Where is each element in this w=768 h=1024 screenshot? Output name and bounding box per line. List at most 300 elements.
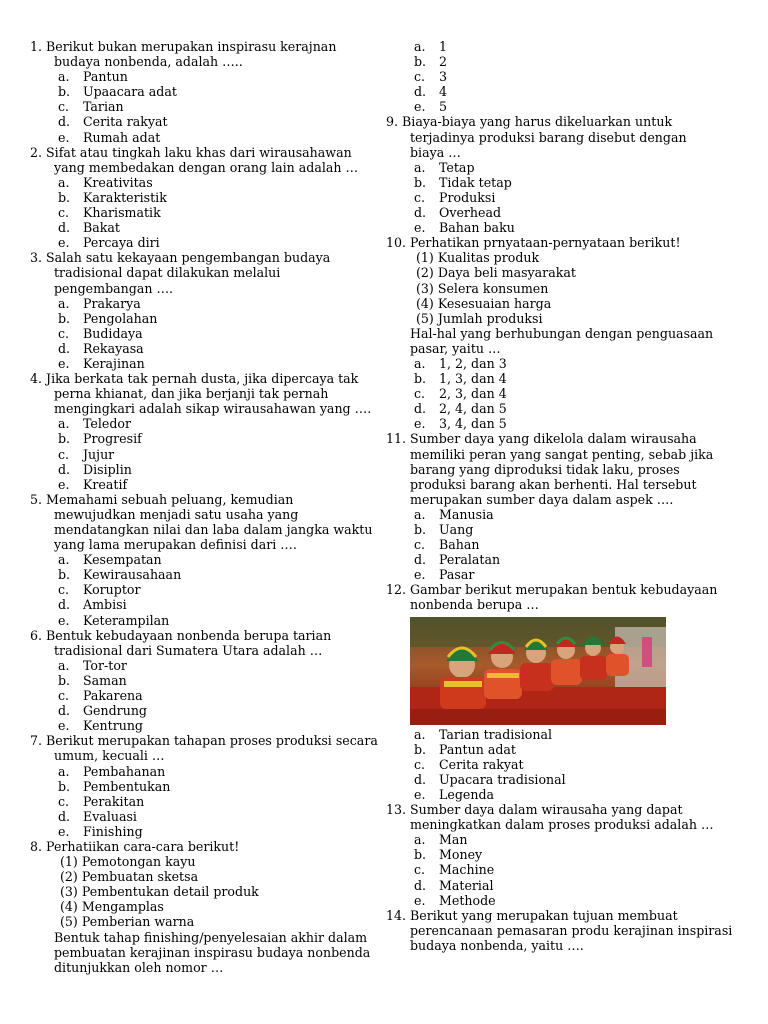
answer-option[interactable] [30, 341, 370, 356]
answer-option[interactable] [386, 893, 736, 908]
question-text: Bentuk tahap finishing/penyelesaian akhir dalam [54, 929, 368, 945]
option-text: Kerajinan [83, 355, 145, 371]
option-letter: a. [414, 726, 426, 742]
option-text: Gendrung [83, 703, 147, 719]
option-text: Cerita rakyat [439, 756, 524, 772]
question-text [386, 431, 736, 446]
answer-option[interactable] [30, 462, 370, 477]
option-letter: e. [58, 823, 70, 839]
option-letter: b. [58, 84, 71, 100]
question-text [386, 130, 736, 145]
option-text: Tetap [439, 159, 475, 175]
question-block [386, 114, 736, 235]
question-number: 9. [386, 114, 399, 130]
question-text [30, 145, 370, 160]
option-text: Kharismatik [83, 205, 161, 221]
option-letter: a. [58, 416, 70, 432]
option-text: 1, 3, dan 4 [439, 371, 507, 387]
option-letter: e. [414, 99, 426, 115]
question-text [30, 371, 370, 386]
answer-option[interactable] [386, 742, 736, 757]
question-number: 10. [386, 235, 407, 251]
answer-option[interactable] [386, 727, 736, 742]
question-text [386, 938, 736, 953]
answer-option[interactable] [386, 175, 736, 190]
option-text: Progresif [83, 431, 142, 447]
traditional-dance-photo [410, 617, 666, 725]
question-text [386, 145, 736, 160]
answer-option[interactable] [386, 371, 736, 386]
answer-option[interactable] [30, 220, 370, 235]
answer-option[interactable] [386, 190, 736, 205]
answer-option[interactable] [30, 764, 370, 779]
option-letter: c. [414, 862, 426, 878]
option-text: Upacara tradisional [439, 771, 566, 787]
option-text: Pembahanan [83, 763, 166, 779]
question-line: mengingkari adalah sikap wirausahawan yang …. [54, 401, 372, 417]
statement-item: (4) Mengamplas [60, 899, 164, 915]
question-line: biaya … [410, 144, 461, 160]
question-text [386, 492, 736, 507]
option-text: Disiplin [83, 461, 132, 477]
question-line: budaya nonbenda, yaitu …. [410, 937, 584, 953]
question-block [30, 733, 378, 839]
answer-option[interactable] [30, 69, 370, 84]
option-text: Evaluasi [83, 808, 137, 824]
question-text [30, 628, 370, 643]
option-letter: b. [58, 567, 71, 583]
option-text: Machine [439, 862, 495, 878]
option-text: 4 [439, 84, 448, 100]
answer-option[interactable] [30, 567, 370, 582]
question-number: 7. [30, 733, 43, 749]
answer-option[interactable] [386, 552, 736, 567]
question-line: Berikut yang merupakan tujuan membuat [410, 907, 678, 923]
option-letter: e. [414, 892, 426, 908]
question-number: 12. [386, 582, 407, 598]
question-line: Salah satu kekayaan pengembangan budaya [46, 250, 331, 266]
statement-list [30, 854, 370, 929]
option-letter: c. [58, 446, 70, 462]
question-line: yang lama merupakan definisi dari …. [54, 537, 297, 553]
statement-item: (4) Kesesuaian harga [416, 295, 552, 311]
question-text [386, 923, 736, 938]
option-text: 3, 4, dan 5 [439, 416, 507, 432]
answer-option[interactable] [30, 582, 370, 597]
question-line: pengembangan …. [54, 280, 174, 296]
answer-option[interactable] [30, 824, 370, 839]
option-letter: e. [58, 235, 70, 251]
question-line: terjadinya produksi barang disebut dengan [410, 129, 687, 145]
option-letter: d. [58, 340, 71, 356]
question-line: mewujudkan menjadi satu usaha yang [54, 506, 299, 522]
option-letter: b. [58, 672, 71, 688]
option-letter: a. [58, 552, 70, 568]
option-text: Peralatan [439, 552, 501, 568]
option-letter: c. [414, 189, 426, 205]
option-letter: b. [414, 371, 427, 387]
left-column [30, 39, 378, 975]
question-number: 14. [386, 907, 407, 923]
option-text: Material [439, 877, 494, 893]
question-line: Perhatiikan cara-cara berikut! [46, 838, 240, 854]
option-text: Rumah adat [83, 129, 161, 145]
option-text: Jujur [83, 446, 115, 462]
option-text: Legenda [439, 786, 495, 802]
option-letter: b. [58, 189, 71, 205]
option-letter: e. [58, 718, 70, 734]
answer-option[interactable] [386, 205, 736, 220]
answer-option[interactable] [386, 416, 736, 431]
question-line: Sumber daya dalam wirausaha yang dapat [410, 802, 683, 818]
option-letter: d. [58, 808, 71, 824]
question-block [30, 371, 370, 492]
answer-option[interactable] [386, 356, 736, 371]
question-line: mendatangkan nilai dan laba dalam jangka waktu [54, 522, 373, 537]
question-text [30, 507, 370, 522]
question-text [30, 643, 370, 658]
answer-option[interactable] [30, 431, 370, 446]
answer-option[interactable] [30, 718, 370, 733]
question-text [386, 462, 736, 477]
option-text: Bahan [439, 537, 480, 553]
option-text: Tarian [83, 99, 124, 115]
question-line: Memahami sebuah peluang, kemudian [46, 491, 294, 507]
answer-option[interactable] [386, 84, 736, 99]
option-letter: e. [414, 786, 426, 802]
answer-option[interactable] [30, 416, 370, 431]
question-text [30, 537, 370, 552]
option-letter: b. [58, 310, 71, 326]
option-letter: a. [414, 832, 426, 848]
option-letter: e. [58, 612, 70, 628]
question-text [30, 401, 370, 416]
question-block [386, 582, 736, 802]
question-block [30, 839, 370, 975]
question-number: 2. [30, 144, 43, 160]
question-line: Sifat atau tingkah laku khas dari wirausahawan [46, 144, 352, 160]
option-letter: d. [58, 703, 71, 719]
answer-option[interactable] [386, 772, 736, 787]
answer-option[interactable] [30, 326, 370, 341]
statement-item: (2) Pembuatan sketsa [60, 869, 199, 885]
question-text [30, 39, 370, 54]
option-letter: c. [58, 793, 70, 809]
option-letter: b. [414, 174, 427, 190]
question-line: nonbenda berupa … [410, 597, 539, 613]
option-text: 1, 2, dan 3 [439, 355, 507, 371]
answer-option[interactable] [386, 522, 736, 537]
option-letter: d. [58, 220, 71, 236]
option-text: 2, 4, dan 5 [439, 401, 507, 417]
question-text [386, 817, 736, 832]
option-letter: d. [414, 552, 427, 568]
question-text [30, 265, 370, 280]
option-text: Kentrung [83, 718, 143, 734]
question-line: Perhatikan prnyataan-pernyataan berikut! [410, 235, 681, 251]
answer-option[interactable] [30, 552, 370, 567]
question-number: 11. [386, 431, 407, 447]
option-text: Tor-tor [83, 657, 127, 673]
option-text: 2, 3, dan 4 [439, 386, 507, 402]
answer-option[interactable] [386, 220, 736, 235]
option-letter: a. [414, 39, 426, 54]
question-line: budaya nonbenda, adalah ….. [54, 54, 243, 70]
option-letter: c. [414, 756, 426, 772]
option-text: Overhead [439, 205, 502, 221]
answer-option[interactable] [30, 114, 370, 129]
answer-option[interactable] [386, 847, 736, 862]
answer-option[interactable] [30, 311, 370, 326]
question-line: meningkatkan dalam proses produksi adalah … [410, 817, 714, 833]
option-letter: e. [58, 355, 70, 371]
option-letter: c. [414, 386, 426, 402]
option-letter: c. [58, 325, 70, 341]
answer-option[interactable] [30, 477, 370, 492]
answer-option[interactable] [386, 99, 736, 114]
option-text: Percaya diri [83, 235, 160, 251]
option-text: Kreatif [83, 476, 128, 492]
answer-option[interactable] [386, 386, 736, 401]
question-number: 8. [30, 838, 43, 854]
option-text: Keterampilan [83, 612, 170, 628]
option-letter: a. [58, 174, 70, 190]
statement-item: (3) Selera konsumen [416, 280, 549, 296]
option-text: Budidaya [83, 325, 143, 341]
option-text: Pantun adat [439, 741, 516, 757]
option-letter: d. [414, 84, 427, 100]
option-letter: d. [58, 597, 71, 613]
answer-option[interactable] [386, 878, 736, 893]
answer-option[interactable] [30, 190, 370, 205]
option-letter: a. [58, 763, 70, 779]
question-line: umum, kecuali … [54, 748, 165, 764]
question-line: tradisional dapat dilakukan melalui [54, 265, 281, 281]
question-text [386, 447, 736, 462]
question-text [30, 54, 370, 69]
question-line: Biaya-biaya yang harus dikeluarkan untuk [402, 114, 673, 130]
option-text: Karakteristik [83, 189, 167, 205]
question-text [30, 522, 373, 537]
statement-item: (2) Daya beli masyarakat [416, 265, 576, 281]
option-text: Methode [439, 892, 496, 908]
statement-item: (5) Jumlah produksi [416, 310, 543, 326]
question-number: 1. [30, 39, 43, 54]
question-line: barang yang diproduksi tidak laku, proses [410, 461, 680, 477]
option-letter: b. [414, 741, 427, 757]
option-text: Kesempatan [83, 552, 162, 568]
question-block [30, 39, 370, 145]
option-letter: e. [58, 129, 70, 145]
option-text: Ambisi [83, 597, 127, 613]
statement-item: (1) Pemotongan kayu [60, 854, 196, 870]
option-text: Cerita rakyat [83, 114, 168, 130]
option-letter: a. [414, 506, 426, 522]
option-text: 3 [439, 69, 448, 85]
option-letter: b. [414, 54, 427, 70]
answer-option[interactable] [30, 613, 370, 628]
question-text [386, 235, 736, 250]
question-text [386, 597, 736, 612]
option-letter: c. [58, 688, 70, 704]
option-letter: a. [58, 295, 70, 311]
option-letter: b. [58, 431, 71, 447]
option-letter: b. [414, 522, 427, 537]
question-block [30, 491, 373, 628]
option-letter: a. [414, 355, 426, 371]
answer-option[interactable] [386, 507, 736, 522]
option-text: Tarian tradisional [439, 726, 552, 742]
option-text: Bahan baku [439, 220, 515, 236]
question-text: Hal-hal yang berhubungan dengan penguasaan [410, 325, 714, 341]
answer-option[interactable] [386, 160, 736, 175]
question-text [30, 250, 370, 265]
answer-option[interactable] [30, 809, 370, 824]
question-text [386, 802, 736, 817]
question-text [30, 386, 370, 401]
question-number: 13. [386, 802, 407, 818]
question-text [30, 281, 370, 296]
answer-option[interactable] [386, 567, 736, 582]
answer-option[interactable] [30, 175, 370, 190]
statement-item: (3) Pembentukan detail produk [60, 884, 259, 900]
answer-option[interactable] [30, 205, 370, 220]
option-text: Manusia [439, 506, 494, 522]
answer-option[interactable] [386, 54, 736, 69]
option-letter: a. [414, 159, 426, 175]
answer-option[interactable] [30, 84, 370, 99]
option-text: Koruptor [83, 582, 141, 598]
option-text: Upaacara adat [83, 84, 177, 100]
answer-option[interactable] [30, 447, 370, 462]
option-text: Kewirausahaan [83, 567, 182, 583]
question-block [30, 628, 370, 734]
question-block [386, 802, 736, 908]
answer-option[interactable] [386, 787, 736, 802]
answer-option[interactable] [30, 99, 370, 114]
option-text: Saman [83, 672, 127, 688]
answer-option[interactable] [386, 69, 736, 84]
question-block [386, 235, 736, 431]
option-text: Pantun [83, 69, 128, 85]
option-letter: d. [414, 771, 427, 787]
question-text: ditunjukkan oleh nomor … [54, 959, 224, 975]
answer-option[interactable] [30, 673, 370, 688]
option-text: 1 [439, 39, 448, 54]
option-text: 2 [439, 54, 448, 70]
question-text [30, 748, 370, 763]
option-letter: c. [414, 69, 426, 85]
answer-option[interactable] [30, 356, 370, 371]
question-text [386, 114, 736, 129]
question-line: tradisional dari Sumatera Utara adalah … [54, 642, 323, 658]
option-letter: e. [414, 220, 426, 236]
option-text: Perakitan [83, 793, 145, 809]
option-letter: d. [414, 877, 427, 893]
answer-option[interactable] [30, 597, 370, 612]
option-letter: a. [58, 657, 70, 673]
question-text [386, 908, 736, 923]
question-text [30, 160, 370, 175]
statement-list [386, 250, 736, 325]
answer-option[interactable] [386, 537, 736, 552]
question-block [386, 908, 736, 953]
option-letter: b. [414, 847, 427, 863]
answer-option[interactable] [386, 757, 736, 772]
answer-option[interactable] [30, 703, 370, 718]
option-text: Rekayasa [83, 340, 144, 356]
option-text: Prakarya [83, 295, 141, 311]
question-line: Berikut bukan merupakan inspirasu kerajnan [46, 39, 337, 54]
question-line: Jika berkata tak pernah dusta, jika dipercaya tak [46, 371, 359, 387]
question-line: yang membedakan dengan orang lain adalah … [54, 159, 359, 175]
answer-option[interactable] [386, 862, 736, 877]
option-letter: d. [414, 205, 427, 221]
option-text: Pasar [439, 567, 475, 583]
question-line: produksi barang akan berhenti. Hal tersebut [410, 476, 697, 492]
option-text: Pakarena [83, 688, 143, 704]
option-letter: d. [58, 461, 71, 477]
question-text [30, 839, 370, 854]
option-letter: e. [414, 567, 426, 583]
answer-option[interactable] [386, 832, 736, 847]
answer-option[interactable] [30, 779, 370, 794]
answer-option[interactable] [30, 688, 370, 703]
question-block [30, 145, 370, 251]
question-line: Berikut merupakan tahapan proses produksi secara [46, 733, 378, 749]
option-letter: d. [414, 401, 427, 417]
right-column [386, 39, 736, 953]
question-text: pembuatan kerajinan inspirasu budaya nonbenda [54, 944, 371, 960]
option-letter: b. [58, 778, 71, 794]
option-letter: c. [58, 205, 70, 221]
question-image [410, 617, 666, 725]
option-text: Finishing [83, 823, 143, 839]
question-line: perna khianat, dan jika berjanji tak pernah [54, 386, 329, 402]
option-text: Money [439, 847, 483, 863]
option-text: Man [439, 832, 468, 848]
question-block [386, 39, 736, 114]
option-text: 5 [439, 99, 448, 115]
question-text: pasar, yaitu … [410, 340, 501, 356]
question-line: merupakan sumber daya dalam aspek …. [410, 491, 674, 507]
option-text: Pembentukan [83, 778, 171, 794]
question-line: Gambar berikut merupakan bentuk kebudayaan [410, 582, 718, 598]
statement-item: (1) Kualitas produk [416, 250, 540, 266]
question-number: 4. [30, 371, 43, 387]
question-text [386, 477, 736, 492]
option-text: Produksi [439, 189, 496, 205]
question-block [386, 431, 736, 582]
question-line: perencanaan pemasaran produ kerajinan inspirasi [410, 922, 733, 938]
option-letter: e. [58, 476, 70, 492]
question-block [30, 250, 370, 371]
question-number: 6. [30, 627, 43, 643]
option-letter: c. [58, 99, 70, 115]
option-letter: c. [414, 537, 426, 553]
answer-option[interactable] [30, 235, 370, 250]
question-text [386, 582, 736, 597]
answer-option[interactable] [30, 794, 370, 809]
answer-option[interactable] [30, 658, 370, 673]
answer-option[interactable] [30, 130, 370, 145]
question-line: Sumber daya yang dikelola dalam wirausaha [410, 431, 697, 447]
answer-option[interactable] [386, 401, 736, 416]
answer-option[interactable] [30, 296, 370, 311]
question-text [30, 492, 370, 507]
answer-option[interactable] [386, 39, 736, 54]
option-letter: c. [58, 582, 70, 598]
